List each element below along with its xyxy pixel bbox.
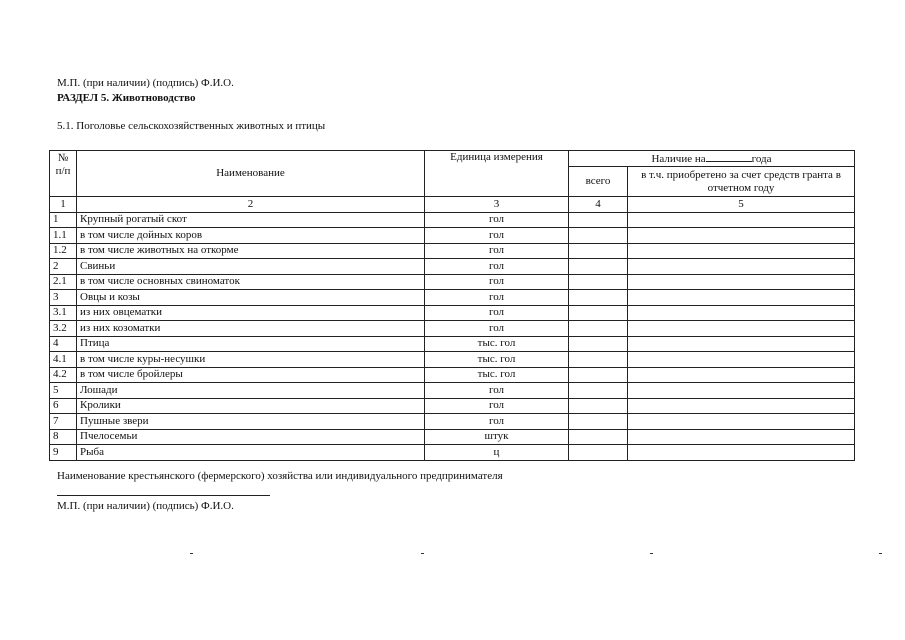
row-grant-cell — [628, 274, 855, 290]
header-name: Наименование — [77, 151, 425, 197]
header-availability-suffix: года — [751, 153, 772, 165]
row-name: Лошади — [77, 383, 425, 399]
table-row — [50, 429, 855, 445]
table-row — [50, 383, 855, 399]
row-num: 9 — [50, 445, 77, 461]
row-grant-cell — [628, 243, 855, 259]
table-row — [50, 290, 855, 306]
row-num: 2.1 — [50, 274, 77, 290]
column-number: 3 — [425, 197, 569, 213]
row-total-cell — [569, 321, 628, 337]
top-stamp-line: М.П. (при наличии) (подпись) Ф.И.О. — [57, 77, 234, 89]
row-unit: штук — [425, 429, 569, 445]
row-unit: гол — [425, 383, 569, 399]
row-name: в том числе куры-несушки — [77, 352, 425, 368]
row-total-cell — [569, 414, 628, 430]
row-name: Свиньи — [77, 259, 425, 275]
column-number: 4 — [569, 197, 628, 213]
year-blank — [706, 151, 752, 162]
row-num: 2 — [50, 259, 77, 275]
table-row — [50, 352, 855, 368]
row-total-cell — [569, 305, 628, 321]
table-row — [50, 274, 855, 290]
row-grant-cell — [628, 383, 855, 399]
table-row — [50, 414, 855, 430]
row-unit: гол — [425, 398, 569, 414]
row-total-cell — [569, 429, 628, 445]
row-total-cell — [569, 445, 628, 461]
scan-mark — [421, 553, 424, 554]
org-name-label: Наименование крестьянского (фермерского) хозяйства или индивидуального предпринимателя — [57, 470, 503, 482]
row-unit: гол — [425, 305, 569, 321]
table-row — [50, 228, 855, 244]
row-num: 3.1 — [50, 305, 77, 321]
row-name: Пушные звери — [77, 414, 425, 430]
row-num: 4.1 — [50, 352, 77, 368]
row-grant-cell — [628, 352, 855, 368]
row-total-cell — [569, 290, 628, 306]
row-unit: тыс. гол — [425, 367, 569, 383]
row-unit: гол — [425, 414, 569, 430]
column-numbers-row — [50, 197, 855, 213]
row-grant-cell — [628, 259, 855, 275]
row-num: 1.2 — [50, 243, 77, 259]
row-total-cell — [569, 367, 628, 383]
org-name-line — [57, 495, 270, 496]
row-name: Овцы и козы — [77, 290, 425, 306]
row-name: в том числе дойных коров — [77, 228, 425, 244]
row-grant-cell — [628, 212, 855, 228]
row-grant-cell — [628, 398, 855, 414]
row-unit: гол — [425, 321, 569, 337]
row-grant-cell — [628, 321, 855, 337]
row-grant-cell — [628, 305, 855, 321]
table-row — [50, 243, 855, 259]
row-unit: гол — [425, 290, 569, 306]
row-total-cell — [569, 274, 628, 290]
row-unit: гол — [425, 212, 569, 228]
row-grant-cell — [628, 336, 855, 352]
scan-mark — [879, 553, 882, 554]
row-grant-cell — [628, 228, 855, 244]
row-total-cell — [569, 336, 628, 352]
row-unit: гол — [425, 259, 569, 275]
bottom-stamp-line: М.П. (при наличии) (подпись) Ф.И.О. — [57, 500, 234, 512]
row-name: Рыба — [77, 445, 425, 461]
header-availability-prefix: Наличие на — [651, 153, 706, 165]
row-name: из них козоматки — [77, 321, 425, 337]
row-num: 3.2 — [50, 321, 77, 337]
row-grant-cell — [628, 414, 855, 430]
row-unit: тыс. гол — [425, 352, 569, 368]
row-num: 6 — [50, 398, 77, 414]
header-availability — [569, 151, 855, 167]
header-num: № п/п — [50, 151, 77, 197]
section-title: РАЗДЕЛ 5. Животноводство — [57, 92, 196, 104]
row-name: в том числе животных на откорме — [77, 243, 425, 259]
row-name: Птица — [77, 336, 425, 352]
row-name: Крупный рогатый скот — [77, 212, 425, 228]
row-unit: тыс. гол — [425, 336, 569, 352]
column-number: 2 — [77, 197, 425, 213]
table-row — [50, 259, 855, 275]
row-num: 3 — [50, 290, 77, 306]
header-unit: Единица измерения — [425, 151, 569, 197]
row-name: в том числе бройлеры — [77, 367, 425, 383]
column-number: 1 — [50, 197, 77, 213]
row-total-cell — [569, 228, 628, 244]
table-row — [50, 305, 855, 321]
header-total: всего — [569, 167, 628, 197]
row-unit: ц — [425, 445, 569, 461]
row-name: Пчелосемьи — [77, 429, 425, 445]
row-total-cell — [569, 259, 628, 275]
row-total-cell — [569, 398, 628, 414]
row-name: в том числе основных свиноматок — [77, 274, 425, 290]
row-grant-cell — [628, 367, 855, 383]
row-unit: гол — [425, 228, 569, 244]
row-num: 5 — [50, 383, 77, 399]
row-grant-cell — [628, 429, 855, 445]
row-num: 4.2 — [50, 367, 77, 383]
row-total-cell — [569, 352, 628, 368]
row-num: 1 — [50, 212, 77, 228]
table-row — [50, 398, 855, 414]
row-unit: гол — [425, 274, 569, 290]
row-name: Кролики — [77, 398, 425, 414]
row-total-cell — [569, 212, 628, 228]
row-total-cell — [569, 243, 628, 259]
scan-mark — [190, 553, 193, 554]
table-row — [50, 367, 855, 383]
subsection-title: 5.1. Поголовье сельскохозяйственных животных и птицы — [57, 120, 326, 132]
livestock-table — [49, 150, 855, 461]
table-row — [50, 445, 855, 461]
scan-mark — [650, 553, 653, 554]
row-num: 4 — [50, 336, 77, 352]
row-num: 1.1 — [50, 228, 77, 244]
header-grant: в т.ч. приобретено за счет средств гранта в отчетном году — [628, 167, 855, 197]
row-grant-cell — [628, 445, 855, 461]
table-row — [50, 336, 855, 352]
row-unit: гол — [425, 243, 569, 259]
row-num: 8 — [50, 429, 77, 445]
table-row — [50, 212, 855, 228]
row-total-cell — [569, 383, 628, 399]
row-num: 7 — [50, 414, 77, 430]
table-row — [50, 321, 855, 337]
row-name: из них овцематки — [77, 305, 425, 321]
column-number: 5 — [628, 197, 855, 213]
row-grant-cell — [628, 290, 855, 306]
